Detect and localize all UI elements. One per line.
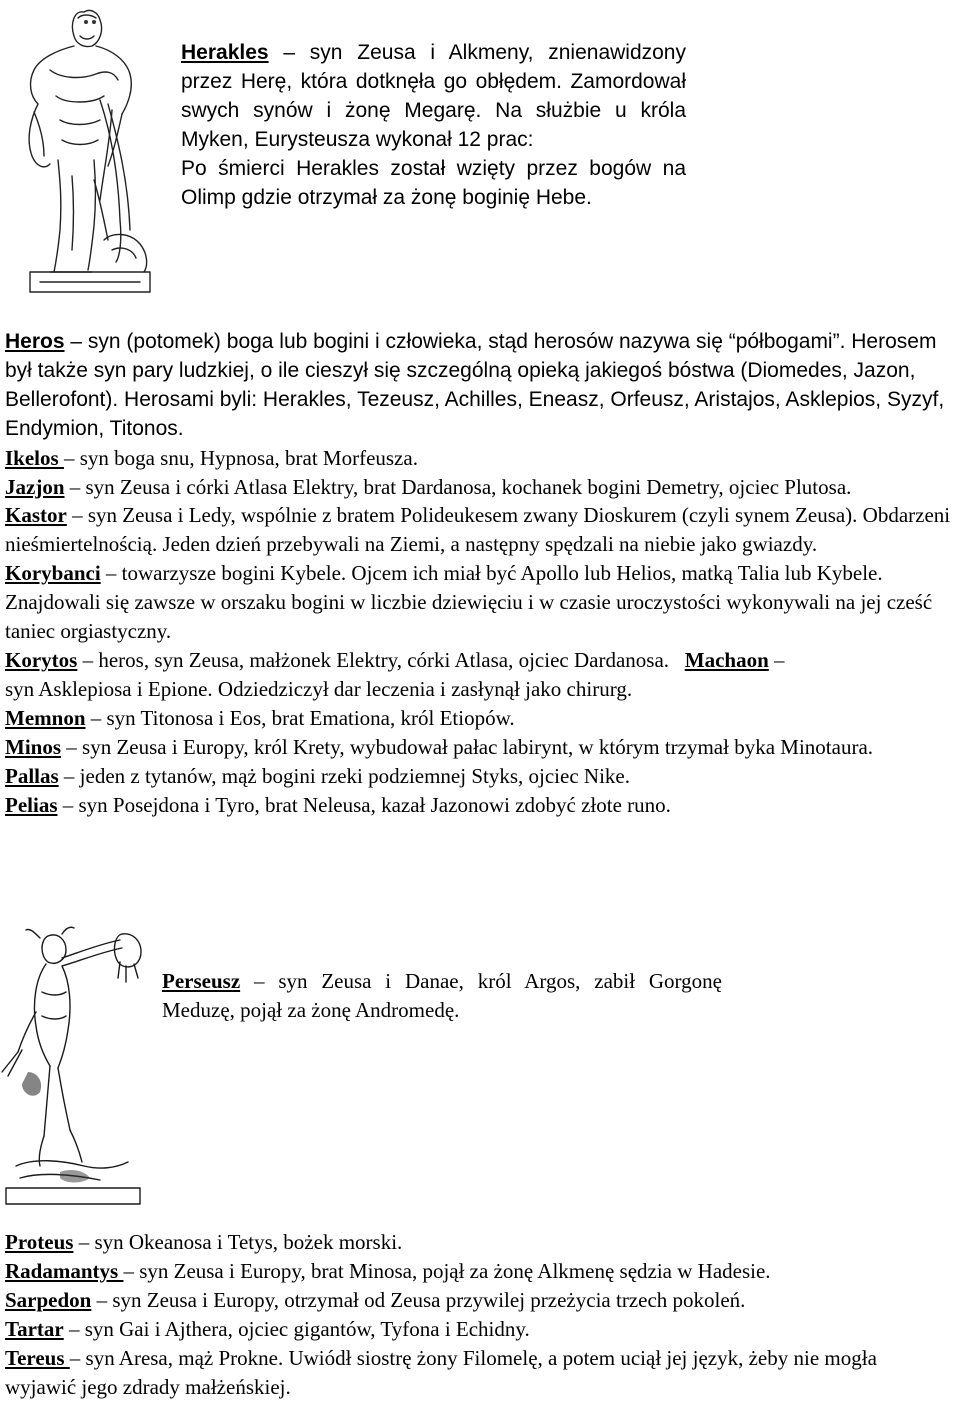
- def-jazjon: – syn Zeusa i córki Atlasa Elektry, brat Dardanosa, kochanek bogini Demetry, ojciec Plutosa.: [64, 474, 852, 499]
- perseusz-term: Perseusz: [162, 969, 241, 993]
- perseusz-definition: – syn Zeusa i Danae, król Argos, zabił Gorgonę Meduzę, pojął za żonę Andromedę.: [162, 969, 722, 1022]
- entry-kastor: [5, 501, 953, 559]
- def-machaon: syn Asklepiosa i Epione. Odziedziczył dar leczenia i zasłynął jako chirurg.: [5, 676, 633, 701]
- term-ikelos: Ikelos: [5, 445, 64, 470]
- heros-term: Heros: [5, 330, 65, 353]
- entry-ikelos: [5, 444, 953, 473]
- term-jazjon: Jazjon: [5, 474, 65, 499]
- def-tartar: – syn Gai i Ajthera, ojciec gigantów, Tyfona i Echidny.: [63, 1317, 530, 1341]
- term-pallas: Pallas: [5, 763, 59, 788]
- entry-tereus: [5, 1344, 953, 1402]
- term-tereus: Tereus: [5, 1346, 70, 1370]
- entry-korytos: [5, 646, 953, 704]
- term-korybanci: Korybanci: [5, 561, 101, 586]
- term-pelias: Pelias: [5, 792, 58, 817]
- bottom-entries: [5, 1228, 953, 1402]
- entry-jazjon: [5, 473, 953, 502]
- perseusz-entry: [162, 967, 722, 1025]
- dash-machaon: –: [768, 647, 785, 672]
- entry-minos: [5, 733, 953, 762]
- entry-proteus: [5, 1228, 953, 1257]
- def-tereus: – syn Aresa, mąż Prokne. Uwiódł siostrę żony Filomelę, a potem uciął jej język, żeby nie mogła wyjawić jego zdrady małżeńskiej.: [5, 1346, 877, 1399]
- def-kastor: – syn Zeusa i Ledy, wspólnie z bratem Polideukesem zwany Dioskurem (czyli synem Zeusa). Obdarzeni nieśmiertelnością. Jeden dzień przebywali na Ziemi, a następny spędzali na niebie jako gwiazdy.: [5, 503, 951, 557]
- def-sarpedon: – syn Zeusa i Europy, otrzymał od Zeusa przywilej przeżycia trzech pokoleń.: [91, 1288, 746, 1312]
- entry-tartar: [5, 1315, 953, 1344]
- def-radamantys: – syn Zeusa i Europy, brat Minosa, pojął za żonę Alkmenę sędzia w Hadesie.: [123, 1259, 771, 1283]
- entry-radamantys: [5, 1257, 953, 1286]
- heros-entry: [5, 328, 953, 444]
- herakles-entry: [181, 38, 686, 212]
- heros-definition: – syn (potomek) boga lub bogini i człowieka, stąd herosów nazywa się “półbogami”. Herosem był także syn pary ludzkiej, o ile cieszył się szczególną opieką jakiegoś bóstwa (Diomedes, Jazon, Bellerofont). Herosami byli: Herakles, Tezeusz, Achilles, Eneasz, Orfeusz, Aristajos, Asklepios, Syzyf, Endymion, Titonos.: [5, 330, 945, 440]
- def-ikelos: – syn boga snu, Hypnosa, brat Morfeusza.: [63, 445, 418, 470]
- herakles-para2: Po śmierci Herakles został wzięty przez bogów na Olimp gdzie otrzymał za żonę boginię Hebe.: [181, 157, 686, 209]
- entry-pelias: [5, 791, 953, 820]
- def-minos: – syn Zeusa i Europy, król Krety, wybudował pałac labirynt, w którym trzymał byka Minotaura.: [61, 734, 874, 759]
- herakles-para1: [181, 38, 686, 154]
- term-memnon: Memnon: [5, 705, 86, 730]
- term-korytos: Korytos: [5, 647, 78, 672]
- herakles-term: Herakles: [181, 41, 269, 64]
- term-proteus: Proteus: [5, 1230, 74, 1254]
- herakles-definition: – syn Zeusa i Alkmeny, znienawidzony przez Herę, która dotknęła go obłędem. Zamordował swych synów i żonę Megarę. Na służbie u króla Myken, Eurysteusza wykonał 12 prac:: [181, 41, 686, 151]
- entry-korybanci: [5, 559, 953, 646]
- term-machaon: Machaon: [684, 647, 769, 672]
- term-kastor: Kastor: [5, 503, 67, 528]
- term-minos: Minos: [5, 734, 62, 759]
- entry-pallas: [5, 762, 953, 791]
- term-radamantys: Radamantys: [5, 1259, 124, 1283]
- def-pallas: – jeden z tytanów, mąż bogini rzeki podziemnej Styks, ojciec Nike.: [58, 763, 630, 788]
- perseus-statue-image: [0, 922, 150, 1210]
- def-korybanci: – towarzysze bogini Kybele. Ojcem ich miał być Apollo lub Helios, matką Talia lub Kybele. Znajdowali się zawsze w orszaku bogini w liczbie dziewięciu i w czasie uroczystości wykonywali na jej cześć taniec orgiastyczny.: [5, 561, 933, 644]
- def-korytos: – heros, syn Zeusa, małżonek Elektry, córki Atlasa, ojciec Dardanosa.: [77, 647, 670, 672]
- def-proteus: – syn Okeanosa i Tetys, bożek morski.: [73, 1230, 403, 1254]
- entry-sarpedon: [5, 1286, 953, 1315]
- def-memnon: – syn Titonosa i Eos, brat Emationa, król Etiopów.: [85, 705, 515, 730]
- term-tartar: Tartar: [5, 1317, 64, 1341]
- main-entries: [5, 328, 953, 819]
- def-pelias: – syn Posejdona i Tyro, brat Neleusa, kazał Jazonowi zdobyć złote runo.: [57, 792, 671, 817]
- term-sarpedon: Sarpedon: [5, 1288, 92, 1312]
- entry-memnon: [5, 704, 953, 733]
- herakles-statue-image: [0, 0, 162, 300]
